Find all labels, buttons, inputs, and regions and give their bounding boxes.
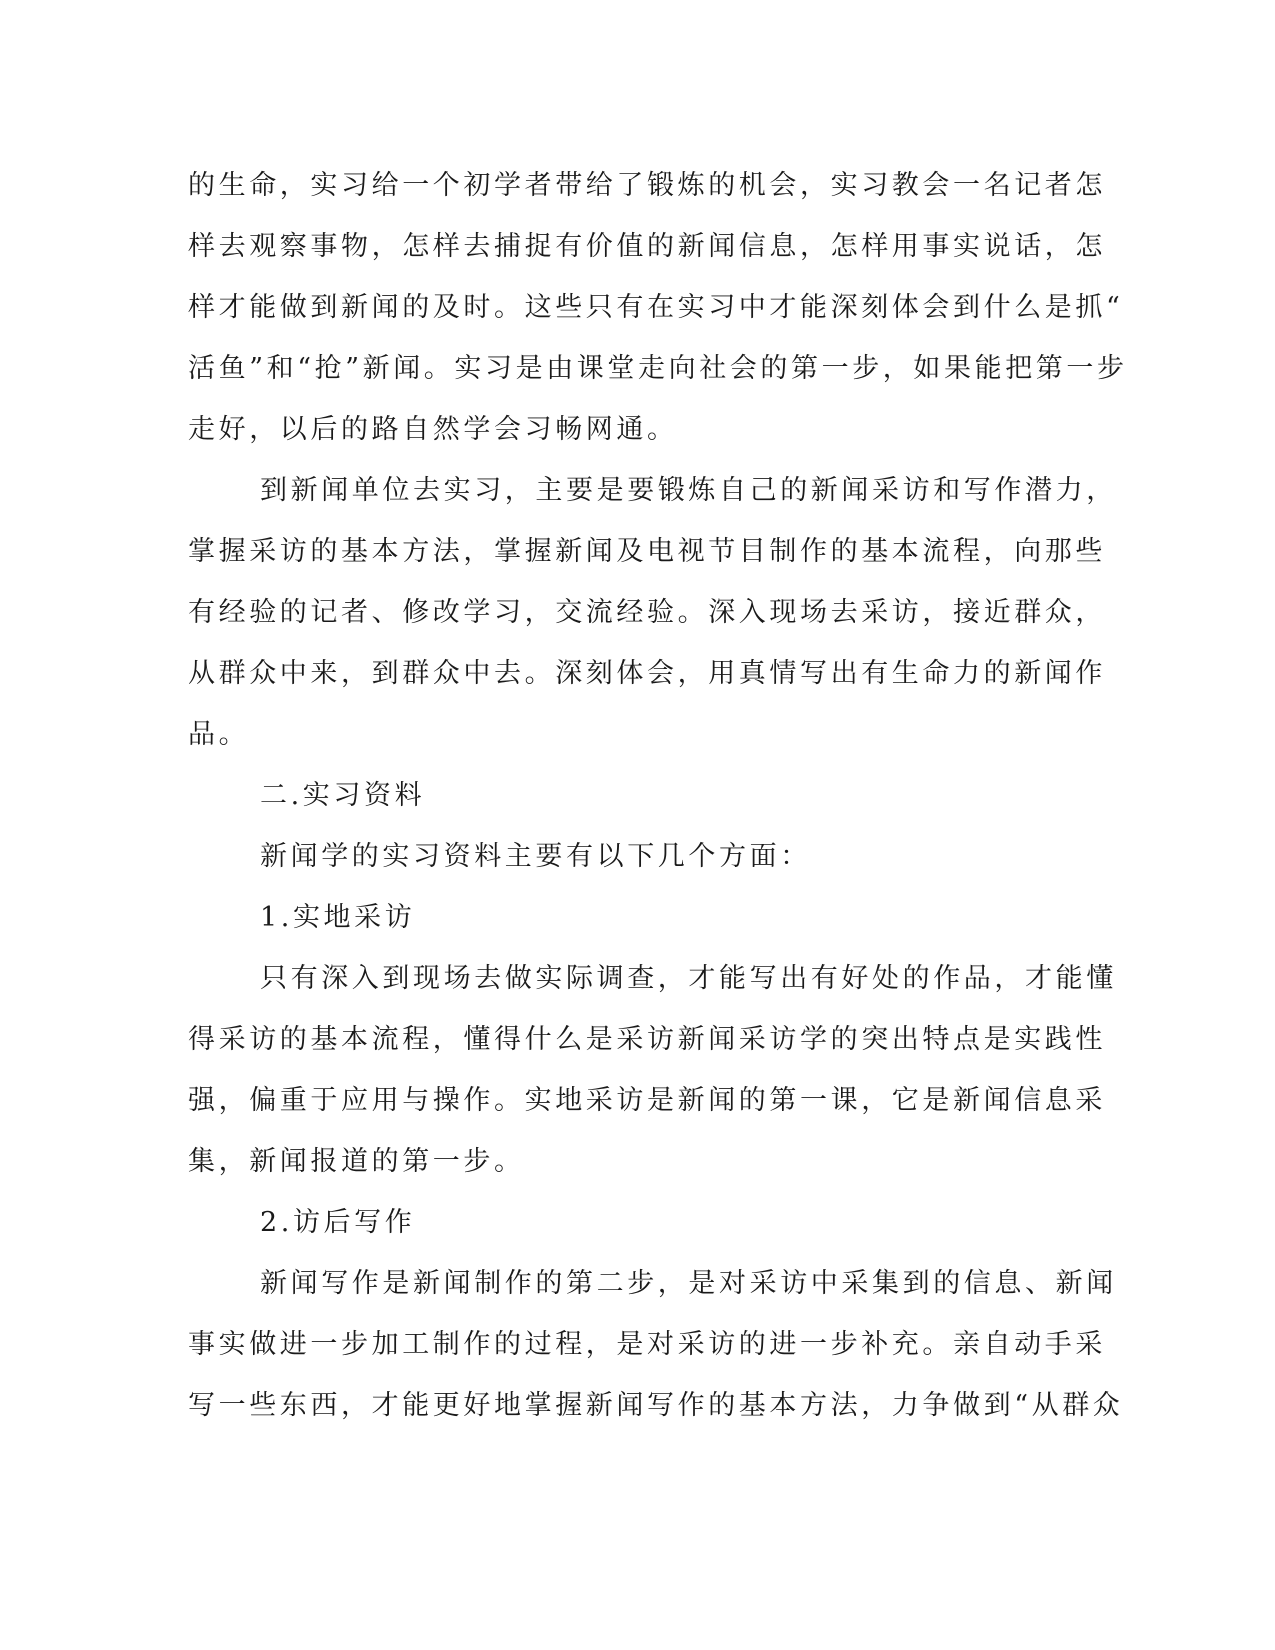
text-line: 掌握采访的基本方法，掌握新闻及电视节目制作的基本流程，向那些 [188,536,1106,567]
text-line: 样去观察事物，怎样去捕捉有价值的新闻信息，怎样用事实说话，怎 [188,231,1106,262]
text-line: 的生命，实习给一个初学者带给了锻炼的机会，实习教会一名记者怎 [188,170,1106,201]
text-line: 走好，以后的路自然学会习畅网通。 [188,414,678,445]
paragraph-start-line: 新闻学的实习资料主要有以下几个方面： [260,841,811,872]
paragraph-start-line: 只有深入到现场去做实际调查，才能写出有好处的作品，才能懂 [260,963,1117,994]
text-line: 有经验的记者、修改学习，交流经验。深入现场去采访，接近群众， [188,597,1106,628]
paragraph-start-line: 到新闻单位去实习，主要是要锻炼自己的新闻采访和写作潜力， [260,475,1117,506]
text-line: 强，偏重于应用与操作。实地采访是新闻的第一课，它是新闻信息采 [188,1085,1106,1116]
text-line: 样才能做到新闻的及时。这些只有在实习中才能深刻体会到什么是抓“ [188,292,1124,323]
text-line: 品。 [188,719,250,750]
text-line: 得采访的基本流程，懂得什么是采访新闻采访学的突出特点是实践性 [188,1024,1106,1055]
text-line: 写一些东西，才能更好地掌握新闻写作的基本方法，力争做到“从群众 [188,1390,1124,1421]
text-line: 活鱼”和“抢”新闻。实习是由课堂走向社会的第一步，如果能把第一步 [188,353,1128,384]
subsection-heading: 1.实地采访 [260,902,416,933]
text-line: 事实做进一步加工制作的过程，是对采访的进一步补充。亲自动手采 [188,1329,1106,1360]
paragraph-start-line: 新闻写作是新闻制作的第二步，是对采访中采集到的信息、新闻 [260,1268,1117,1299]
subsection-heading: 2.访后写作 [260,1207,416,1238]
text-line: 集，新闻报道的第一步。 [188,1146,525,1177]
text-line: 从群众中来，到群众中去。深刻体会，用真情写出有生命力的新闻作 [188,658,1106,689]
section-heading: 二.实习资料 [260,780,426,811]
